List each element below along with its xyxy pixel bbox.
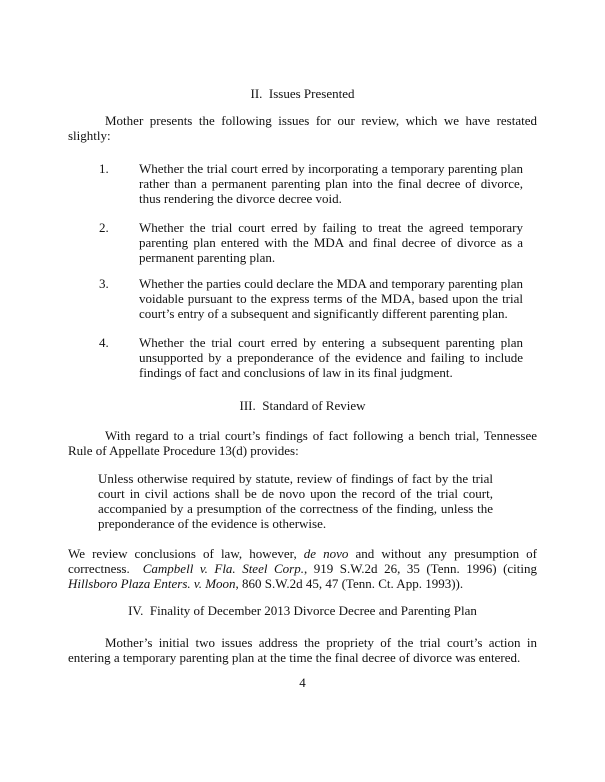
heading-standard-of-review: III. Standard of Review bbox=[239, 398, 366, 413]
paragraph-standard-conclusion bbox=[68, 546, 537, 591]
heading-finality: IV. Finality of December 2013 Divorce Decree and Parenting Plan bbox=[128, 603, 477, 618]
page-number: 4 bbox=[299, 675, 306, 690]
issue-item-2 bbox=[99, 220, 523, 265]
issue-text: Whether the trial court erred by entering a subsequent parenting plan unsupported by a preponderance of the evidence and failing to include findings of fact and conclusions of law in its final judgment. bbox=[139, 335, 523, 380]
conclusion-run-5: , 919 S.W.2d 26, 35 (Tenn. 1996) (citing bbox=[303, 561, 538, 576]
term-de-novo: de novo bbox=[303, 546, 349, 561]
conclusion-run-3: and without any presumption of correctness. bbox=[68, 546, 537, 576]
issue-text: Whether the parties could declare the MDA and temporary parenting plan voidable pursuant to the express terms of the MDA, based upon the trial court’s entry of a subsequent and significantly different parenting plan. bbox=[139, 276, 523, 321]
blockquote-rule-13d: Unless otherwise required by statute, review of findings of fact by the trial court in civil actions shall be de novo upon the record of the trial court, accompanied by a presumption of the correctness of the finding, unless the preponderance of the evidence is otherwise. bbox=[98, 471, 493, 531]
paragraph-issues-intro: Mother presents the following issues for our review, which we have restated slightly: bbox=[68, 113, 537, 143]
issue-number: 2. bbox=[99, 220, 109, 235]
issue-number: 3. bbox=[99, 276, 109, 291]
issue-text: Whether the trial court erred by incorporating a temporary parenting plan rather than a permanent parenting plan into the final decree of divorce, thus rendering the divorce decree void. bbox=[139, 161, 523, 206]
citation-hillsboro: Hillsboro Plaza Enters. v. Moon bbox=[68, 576, 236, 591]
conclusion-run-7: , 860 S.W.2d 45, 47 (Tenn. Ct. App. 1993)). bbox=[235, 576, 464, 591]
issue-item-4 bbox=[99, 335, 523, 380]
heading-issues-presented: II. Issues Presented bbox=[250, 86, 355, 101]
issue-number: 1. bbox=[99, 161, 109, 176]
paragraph-finality-intro: Mother’s initial two issues address the propriety of the trial court’s action in entering a temporary parenting plan at the time the final decree of divorce was entered. bbox=[68, 635, 537, 665]
paragraph-standard-intro: With regard to a trial court’s findings of fact following a bench trial, Tennessee Rule of Appellate Procedure 13(d) provides: bbox=[68, 428, 537, 458]
conclusion-run-1: We review conclusions of law, however, bbox=[68, 546, 304, 561]
issue-text: Whether the trial court erred by failing to treat the agreed temporary parenting plan entered with the MDA and final decree of divorce as a permanent parenting plan. bbox=[139, 220, 523, 265]
issue-item-1 bbox=[99, 161, 523, 206]
issue-number: 4. bbox=[99, 335, 109, 350]
issue-item-3 bbox=[99, 276, 523, 321]
page-footer bbox=[68, 675, 537, 690]
citation-campbell: Campbell v. Fla. Steel Corp. bbox=[142, 561, 304, 576]
